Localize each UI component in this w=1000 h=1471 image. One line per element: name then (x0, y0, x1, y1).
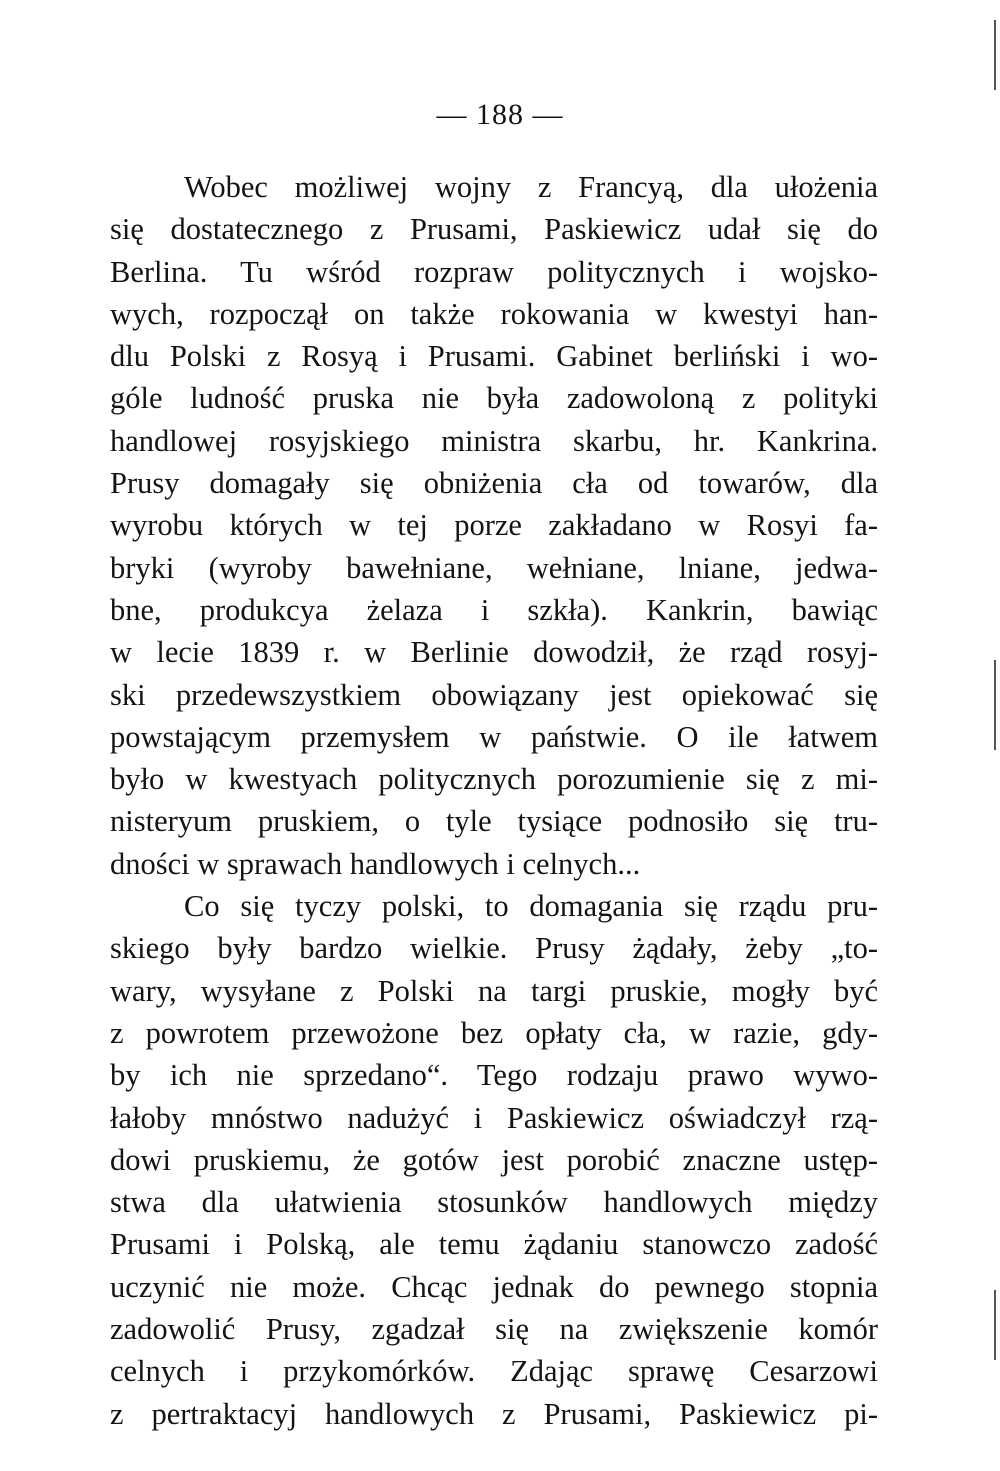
text-line-5: dlu Polski z Rosyą i Prusami. Gabinet berliński i wo- (110, 339, 878, 374)
text-line-19: skiego były bardzo wielkie. Prusy żądały, żeby „to- (110, 931, 878, 966)
text-line-15: było w kwestyach politycznych porozumienie się z mi- (110, 762, 878, 797)
text-line-22: by ich nie sprzedano“. Tego rodzaju prawo wywo- (110, 1058, 878, 1093)
text-line-4: wych, rozpoczął on także rokowania w kwestyi han- (110, 296, 878, 331)
text-line-25: stwa dla ułatwienia stosunków handlowych między (110, 1185, 878, 1220)
text-line-16: nisteryum pruskiem, o tyle tysiące podnosiło się tru- (110, 804, 878, 839)
text-line-13: ski przedewszystkiem obowiązany jest opiekować się (110, 677, 878, 712)
text-line-20: wary, wysyłane z Polski na targi pruskie, mogły być (110, 973, 878, 1008)
page-edge-mark (994, 660, 996, 750)
text-line-14: powstającym przemysłem w państwie. O ile łatwem (110, 719, 878, 754)
text-line-8: Prusy domagały się obniżenia cła od towarów, dla (110, 466, 878, 501)
body-text (110, 166, 878, 1435)
page-number: — 188 — (436, 98, 564, 131)
text-line-11: bne, produkcya żelaza i szkła). Kankrin, bawiąc (110, 592, 878, 627)
text-line-21: z powrotem przewożone bez opłaty cła, w razie, gdy- (110, 1015, 878, 1050)
text-line-2: się dostatecznego z Prusami, Paskiewicz udał się do (110, 212, 878, 247)
text-line-10: bryki (wyroby bawełniane, wełniane, lniane, jedwa- (110, 550, 878, 585)
text-line-23: łałoby mnóstwo nadużyć i Paskiewicz oświadczył rzą- (110, 1100, 878, 1135)
page-edge-mark (994, 20, 996, 90)
page-edge-mark (994, 1290, 996, 1360)
text-line-24: dowi pruskiemu, że gotów jest porobić znaczne ustęp- (110, 1142, 878, 1177)
text-line-12: w lecie 1839 r. w Berlinie dowodził, że rząd rosyj- (110, 635, 878, 670)
text-line-30: z pertraktacyj handlowych z Prusami, Paskiewicz pi- (110, 1396, 878, 1431)
text-line-6: góle ludność pruska nie była zadowoloną z polityki (110, 381, 878, 416)
text-line-28: zadowolić Prusy, zgadzał się na zwiększenie komór (110, 1312, 878, 1347)
text-line-18: Co się tyczy polski, to domagania się rządu pru- (184, 889, 878, 924)
text-line-27: uczynić nie może. Chcąc jednak do pewnego stopnia (110, 1269, 878, 1304)
text-line-26: Prusami i Polską, ale temu żądaniu stanowczo zadość (110, 1227, 878, 1262)
text-line-7: handlowej rosyjskiego ministra skarbu, hr. Kankrina. (110, 423, 878, 458)
text-line-1: Wobec możliwej wojny z Francyą, dla ułożenia (184, 170, 878, 204)
text-line-17: dności w sprawach handlowych i celnych... (110, 846, 641, 881)
text-line-29: celnych i przykomórków. Zdając sprawę Cesarzowi (110, 1354, 878, 1389)
text-line-9: wyrobu których w tej porze zakładano w Rosyi fa- (110, 508, 878, 543)
text-line-3: Berlina. Tu wśród rozpraw politycznych i wojsko- (110, 254, 878, 289)
